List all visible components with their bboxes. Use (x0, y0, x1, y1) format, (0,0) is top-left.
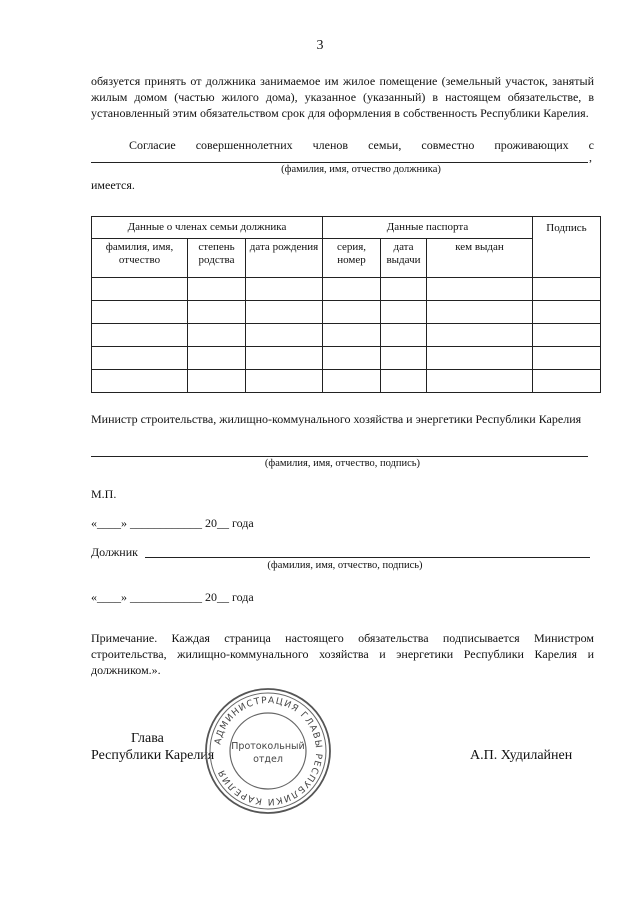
available-text: имеется. (91, 178, 135, 192)
table-row (92, 347, 601, 370)
column-header-issued-by: кем выдан (427, 239, 533, 278)
debtor-signature-line (145, 557, 590, 558)
debtor-line-comma: , (589, 150, 592, 164)
debtor-name-line (91, 162, 588, 163)
stamp-center-line1: Протокольный (231, 741, 305, 752)
column-header-full-name: фамилия, имя, отчество (92, 239, 188, 278)
column-header-birth-date: дата рождения (246, 239, 323, 278)
signatory-title-line1: Глава (131, 731, 164, 746)
family-members-table (91, 216, 601, 393)
table-group-family-header: Данные о членах семьи должника (92, 217, 323, 239)
column-header-issue-date: дата выдачи (381, 239, 427, 278)
table-row (92, 370, 601, 393)
table-group-passport-header: Данные паспорта (323, 217, 533, 239)
consent-text: Согласие совершеннолетних членов семьи, совместно проживающих с (129, 138, 594, 152)
signatory-title-line2: Республики Карелия (91, 748, 215, 763)
date-line-minister: «____» ____________ 20__ года (91, 516, 254, 530)
column-header-relationship: степень родства (188, 239, 246, 278)
table-row (92, 301, 601, 324)
table-row (92, 278, 601, 301)
debtor-signature-caption: (фамилия, имя, отчество, подпись) (267, 560, 423, 571)
obligation-paragraph: обязуется принять от должника занимаемое им жилое помещение (земельный участок, занятый жилым домом (частью жилого дома), указанное (указанный) в настоящем обязательстве, в установленный этим обязательством срок для оформления в собственность Республики Карелия. (91, 74, 594, 120)
date-line-debtor: «____» ____________ 20__ года (91, 590, 254, 604)
official-stamp (203, 686, 333, 816)
table-row (92, 324, 601, 347)
debtor-label: Должник (91, 545, 138, 559)
minister-title: Министр строительства, жилищно-коммунального хозяйства и энергетики Республики Карелия (91, 412, 582, 426)
signatory-name: А.П. Худилайнен (470, 748, 573, 763)
column-header-passport-number: серия, номер (323, 239, 381, 278)
note-paragraph: Примечание. Каждая страница настоящего обязательства подписывается Министром строительства, жилищно-коммунального хозяйства и энергетики Республики Карелия и должником.». (91, 631, 594, 677)
page-number: 3 (316, 38, 324, 53)
minister-signature-caption: (фамилия, имя, отчество, подпись) (264, 458, 421, 469)
seal-place-label: М.П. (91, 487, 117, 501)
minister-signature-line (91, 456, 588, 457)
debtor-name-caption: (фамилия, имя, отчество должника) (281, 164, 441, 175)
stamp-ring-text: АДМИНИСТРАЦИЯ ГЛАВЫ РЕСПУБЛИКИ КАРЕЛИЯ (213, 695, 324, 807)
table-signature-header: Подпись (533, 217, 601, 278)
stamp-center-line2: отдел (253, 754, 283, 765)
